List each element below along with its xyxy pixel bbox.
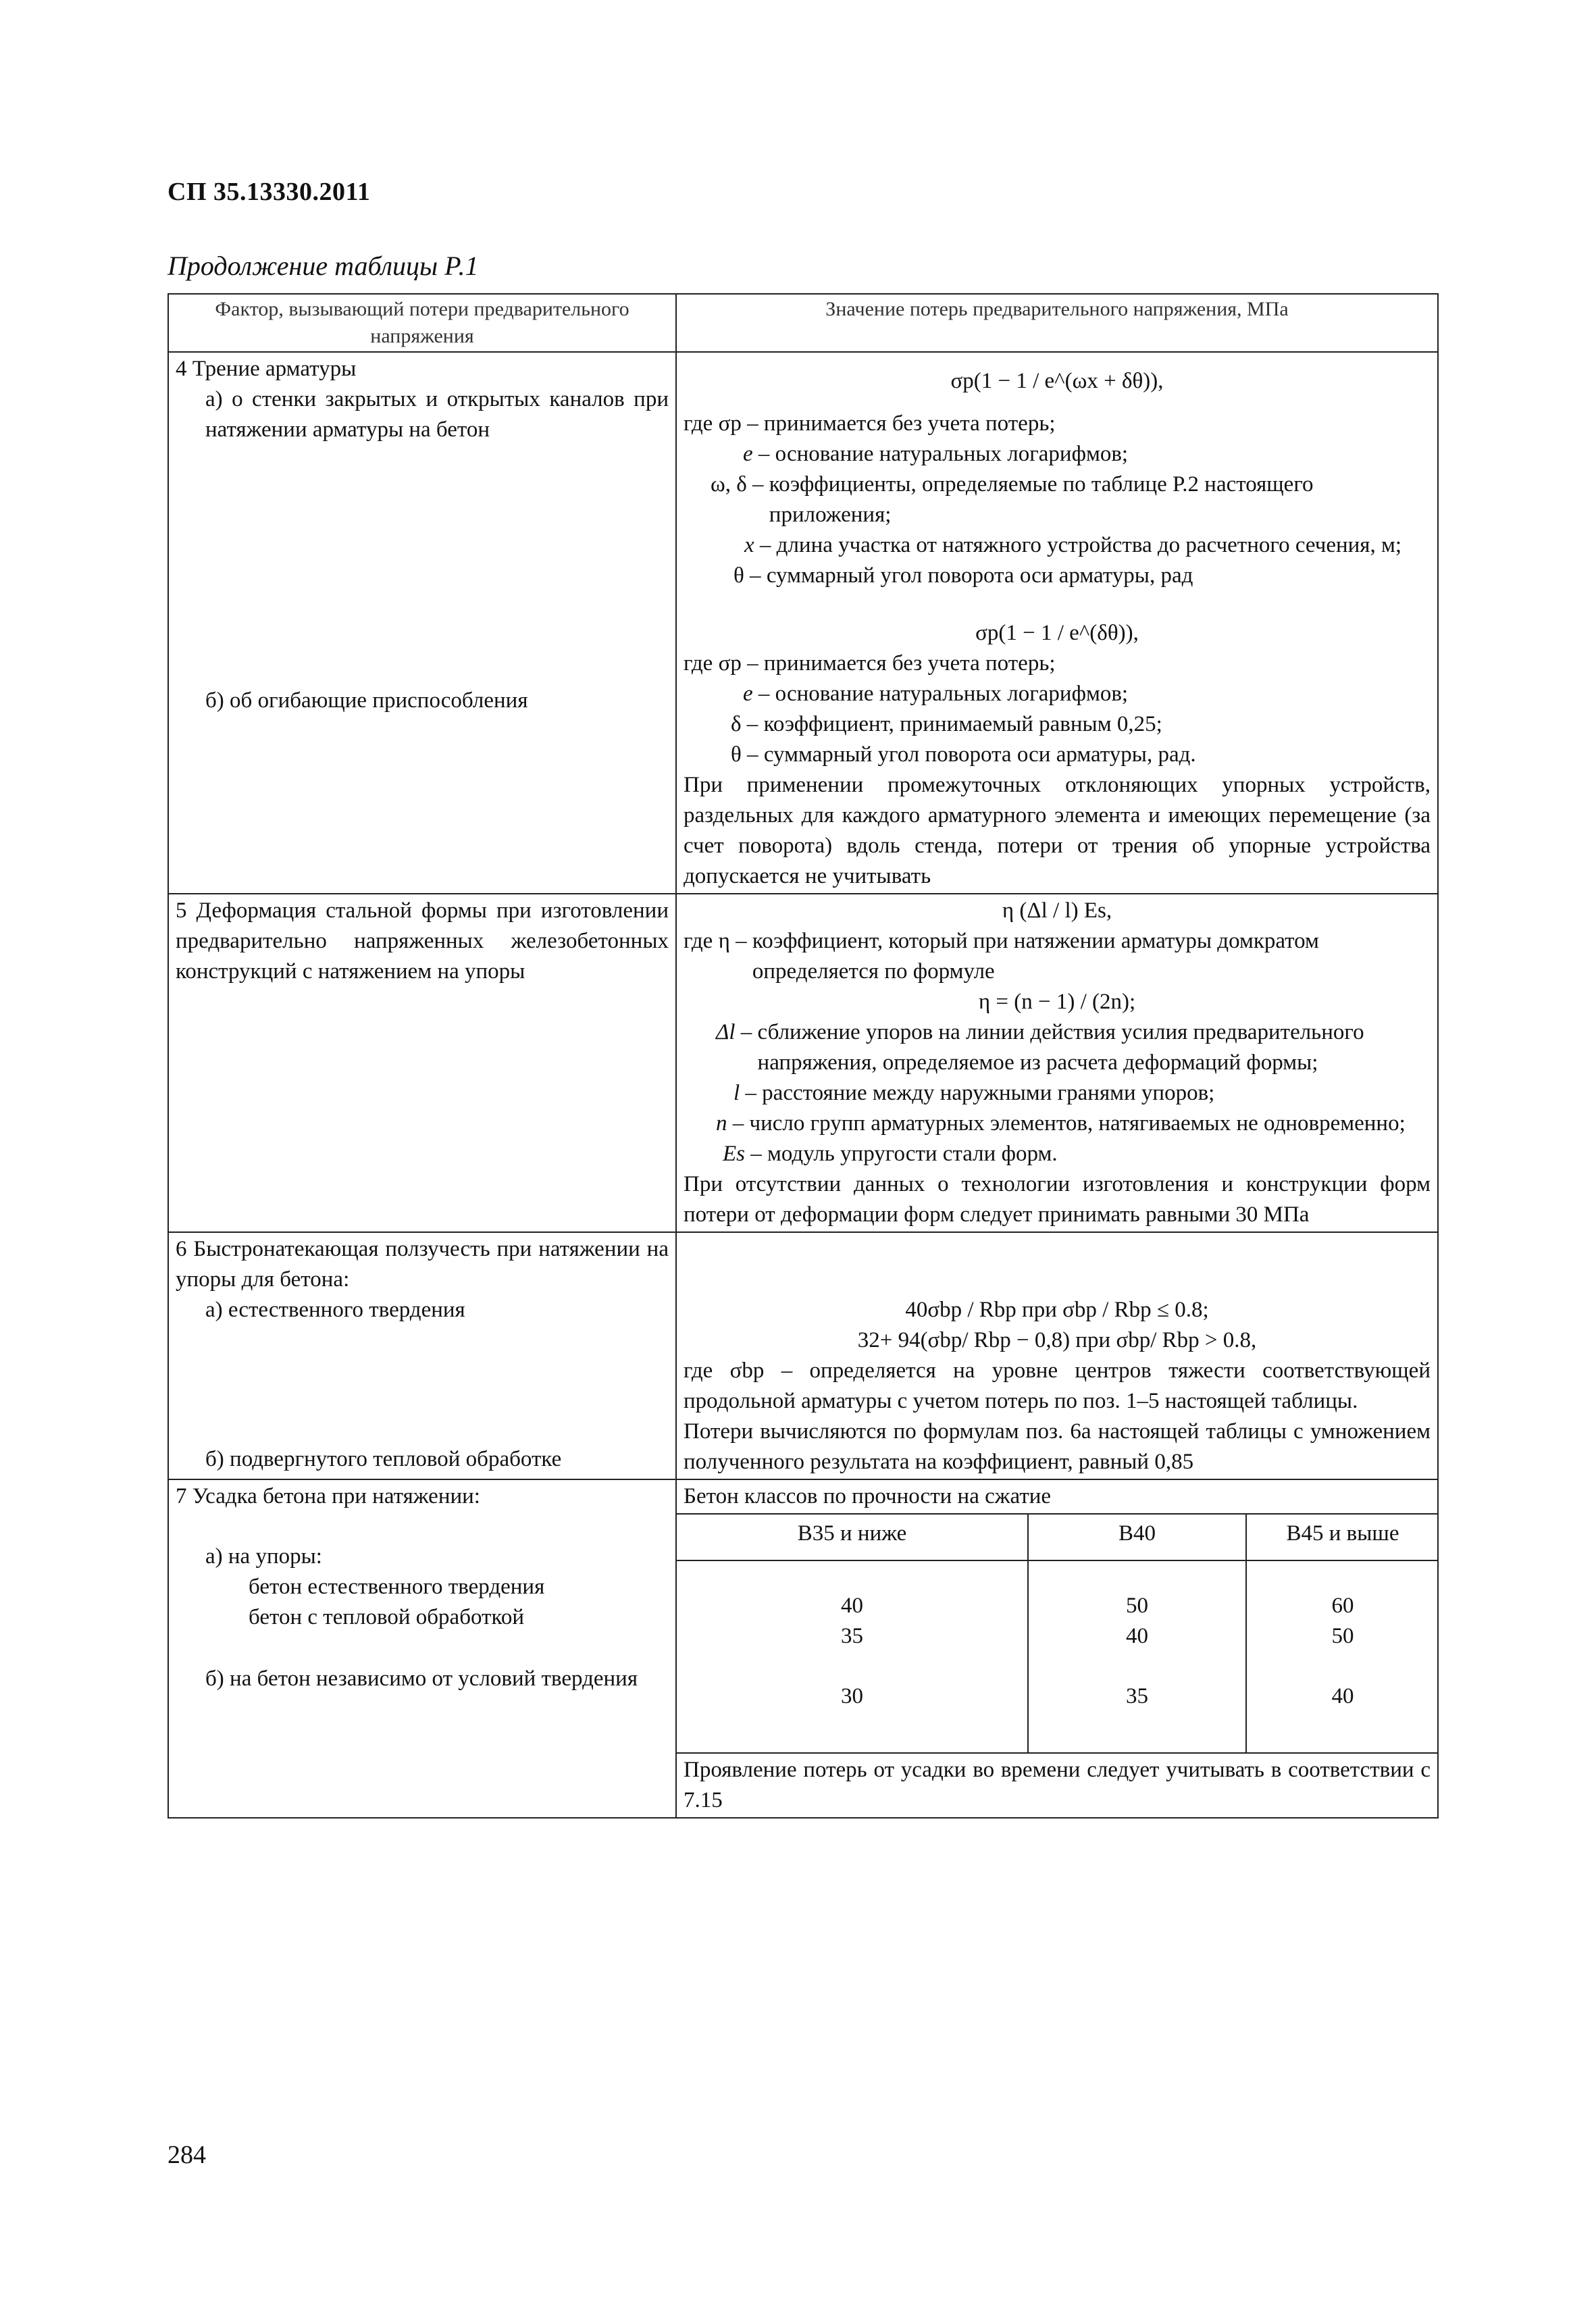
- row5-dl-sym: Δl –: [716, 1020, 752, 1044]
- row4-a-x-def: [684, 530, 1431, 561]
- class-col-2: B40: [1028, 1515, 1246, 1560]
- row4-b-sigma-text: принимается без учета потерь;: [763, 651, 1056, 676]
- row5-dl-def: [684, 1017, 1431, 1078]
- row6-formula1: 40σbp / Rbp при σbp / Rbp ≤ 0.8;: [905, 1298, 1209, 1322]
- subtable-row-a2: [677, 1621, 1439, 1652]
- row4-value: [676, 352, 1438, 894]
- row7-b-label: б) на бетон независимо от условий твердения: [205, 1667, 638, 1691]
- row5-formula: η (Δl / l) Es,: [1002, 898, 1112, 923]
- subtable-header-row: [677, 1515, 1439, 1560]
- class-col-3: B45 и выше: [1246, 1515, 1439, 1560]
- col2-header: Значение потерь предварительного напряжения, МПа: [676, 294, 1438, 352]
- row5-l-def: [684, 1078, 1431, 1109]
- table-row-6: [168, 1232, 1438, 1479]
- row6-title: 6 Быстронатекающая ползучесть при натяжении на упоры для бетона:: [176, 1237, 669, 1292]
- row5-n-text: число групп арматурных элементов, натягиваемых не одновременно;: [749, 1111, 1406, 1136]
- b-value-1: 30: [841, 1684, 863, 1708]
- subtable-spacer-row-2: [677, 1652, 1439, 1681]
- row5-l-sym: l –: [733, 1081, 756, 1105]
- row7-note: Проявление потерь от усадки во времени следует учитывать в соответствии с 7.15: [677, 1752, 1437, 1817]
- row4-factor: [168, 352, 676, 894]
- row5-value: [676, 894, 1438, 1232]
- row4-a-sigma-text: принимается без учета потерь;: [763, 411, 1056, 436]
- row5-l-text: расстояние между наружными гранями упоров;: [762, 1081, 1215, 1105]
- a2-value-3: 50: [1246, 1621, 1439, 1652]
- row4-a-theta-text: суммарный угол поворота оси арматуры, рад: [766, 563, 1193, 588]
- table-row-5: [168, 894, 1438, 1232]
- row4-a-e-sym: e –: [743, 442, 770, 466]
- row7-a2-label: бетон с тепловой обработкой: [249, 1605, 524, 1629]
- row4-a-label: а) о стенки закрытых и открытых каналов при натяжении арматуры на бетон: [205, 387, 669, 442]
- row5-note: При отсутствии данных о технологии изготовления и конструкции форм потери от деформации форм следует принимать равными 30 МПа: [684, 1172, 1431, 1227]
- row4-b-sigma-def: [684, 649, 1431, 679]
- row4-a-sigma-sym: где σp –: [684, 411, 758, 436]
- b-value-2: 35: [1028, 1681, 1246, 1712]
- row6-factor: [168, 1232, 676, 1479]
- row5-n-sym: n –: [716, 1111, 744, 1136]
- row5-eta-def: [684, 926, 1431, 987]
- row4-b-theta-def: [684, 740, 1431, 770]
- table-caption: Продолжение таблицы Р.1: [168, 251, 479, 281]
- subtable-row-a1: [677, 1591, 1439, 1621]
- row4-a-e-def: [684, 439, 1431, 469]
- row5-n-def: [684, 1109, 1431, 1139]
- row4-b-formula: σp(1 − 1 / e^(δθ)),: [975, 621, 1139, 645]
- class-col-1: B35 и ниже: [677, 1515, 1028, 1560]
- row4-b-e-text: основание натуральных логарифмов;: [775, 682, 1129, 706]
- row4-b-label: б) об огибающие приспособления: [205, 688, 528, 713]
- col1-header: Фактор, вызывающий потери предварительного напряжения: [168, 294, 676, 352]
- row7-value: [676, 1479, 1438, 1818]
- row4-a-wd-sym: ω, δ –: [711, 472, 764, 497]
- subtable-row-b: [677, 1681, 1439, 1712]
- b-value-3: 40: [1246, 1681, 1439, 1712]
- a1-value-3: 60: [1246, 1591, 1439, 1621]
- page-number: 284: [168, 2141, 206, 2169]
- losses-table: [168, 293, 1439, 1819]
- row4-a-wd-text: коэффициенты, определяемые по таблице Р.2 настоящего приложения;: [769, 472, 1314, 527]
- row4-b-theta-text: суммарный угол поворота оси арматуры, рад.: [763, 742, 1196, 767]
- row4-a-wd-def: [684, 469, 1431, 530]
- row5-title: 5 Деформация стальной формы при изготовлении предварительно напряженных железобетонных конструкций с натяжением на упоры: [176, 898, 669, 984]
- row4-a-formula: σp(1 − 1 / e^(ωx + δθ)),: [950, 369, 1164, 393]
- table-row-7: [168, 1479, 1438, 1818]
- table-row-4: [168, 352, 1438, 894]
- a1-value-1: 40: [841, 1594, 863, 1618]
- row6-b-note: Потери вычисляются по формулам поз. 6а настоящей таблицы с умножением полученного результата на коэффициент, равный 0,85: [684, 1419, 1431, 1474]
- row4-b-e-sym: e –: [743, 682, 770, 706]
- row4-b-d-text: коэффициент, принимаемый равным 0,25;: [763, 712, 1162, 736]
- row4-b-d-def: [684, 709, 1431, 740]
- row4-a-sigma-def: [684, 409, 1431, 439]
- row4-a-x-text: длина участка от натяжного устройства до расчетного сечения, м;: [776, 533, 1402, 557]
- table-header-row: [168, 294, 1438, 352]
- shrinkage-subtable: [677, 1515, 1439, 1752]
- row5-eta-sym: где η –: [684, 929, 747, 953]
- row6-where: где σbp – определяется на уровне центров тяжести соответствующей продольной арматуры с учетом потерь по поз. 1–5 настоящей таблицы.: [684, 1358, 1431, 1413]
- row6-a-label: а) естественного твердения: [205, 1298, 465, 1322]
- row4-b-note: При применении промежуточных отклоняющих упорных устройств, раздельных для каждого арматурного элемента и имеющих перемещение (за счет поворота) вдоль стенда, потери от трения об упорные устройства допускается не учитывать: [684, 773, 1431, 888]
- row4-title: 4 Трение арматуры: [176, 357, 357, 381]
- row5-eta-text: коэффициент, который при натяжении арматуры домкратом определяется по формуле: [752, 929, 1319, 984]
- row4-a-e-text: основание натуральных логарифмов;: [775, 442, 1129, 466]
- row4-a-theta-sym: θ –: [733, 563, 761, 588]
- row4-a-theta-def: [684, 561, 1431, 591]
- row4-b-theta-sym: θ –: [731, 742, 758, 767]
- row6-value: [676, 1232, 1438, 1479]
- row5-es-def: [684, 1139, 1431, 1169]
- row5-dl-text: сближение упоров на линии действия усилия предварительного напряжения, определяемое из расчета деформаций формы;: [757, 1020, 1364, 1075]
- row5-es-text: модуль упругости стали форм.: [767, 1142, 1058, 1166]
- row6-b-label: б) подвергнутого тепловой обработке: [205, 1447, 562, 1471]
- a2-value-1: 35: [841, 1624, 863, 1648]
- row5-eta-formula: η = (n − 1) / (2n);: [978, 990, 1136, 1014]
- row6-formula2: 32+ 94(σbp/ Rbp − 0,8) при σbp/ Rbp > 0.8,: [857, 1328, 1257, 1352]
- row5-factor: [168, 894, 676, 1232]
- document-code: СП 35.13330.2011: [168, 178, 371, 206]
- row7-classes-header: Бетон классов по прочности на сжатие: [677, 1480, 1437, 1515]
- row4-b-d-sym: δ –: [731, 712, 758, 736]
- subtable-spacer-row-3: [677, 1712, 1439, 1752]
- row7-title: 7 Усадка бетона при натяжении:: [176, 1484, 480, 1508]
- row4-a-x-sym: x –: [744, 533, 771, 557]
- row7-factor: [168, 1479, 676, 1818]
- row7-a1-label: бетон естественного твердения: [249, 1575, 545, 1599]
- subtable-spacer-row: [677, 1560, 1439, 1591]
- row7-a-label: а) на упоры:: [205, 1544, 322, 1569]
- row5-es-sym: Es –: [723, 1142, 762, 1166]
- row4-b-e-def: [684, 679, 1431, 709]
- row4-b-sigma-sym: где σp –: [684, 651, 758, 676]
- a2-value-2: 40: [1028, 1621, 1246, 1652]
- a1-value-2: 50: [1028, 1591, 1246, 1621]
